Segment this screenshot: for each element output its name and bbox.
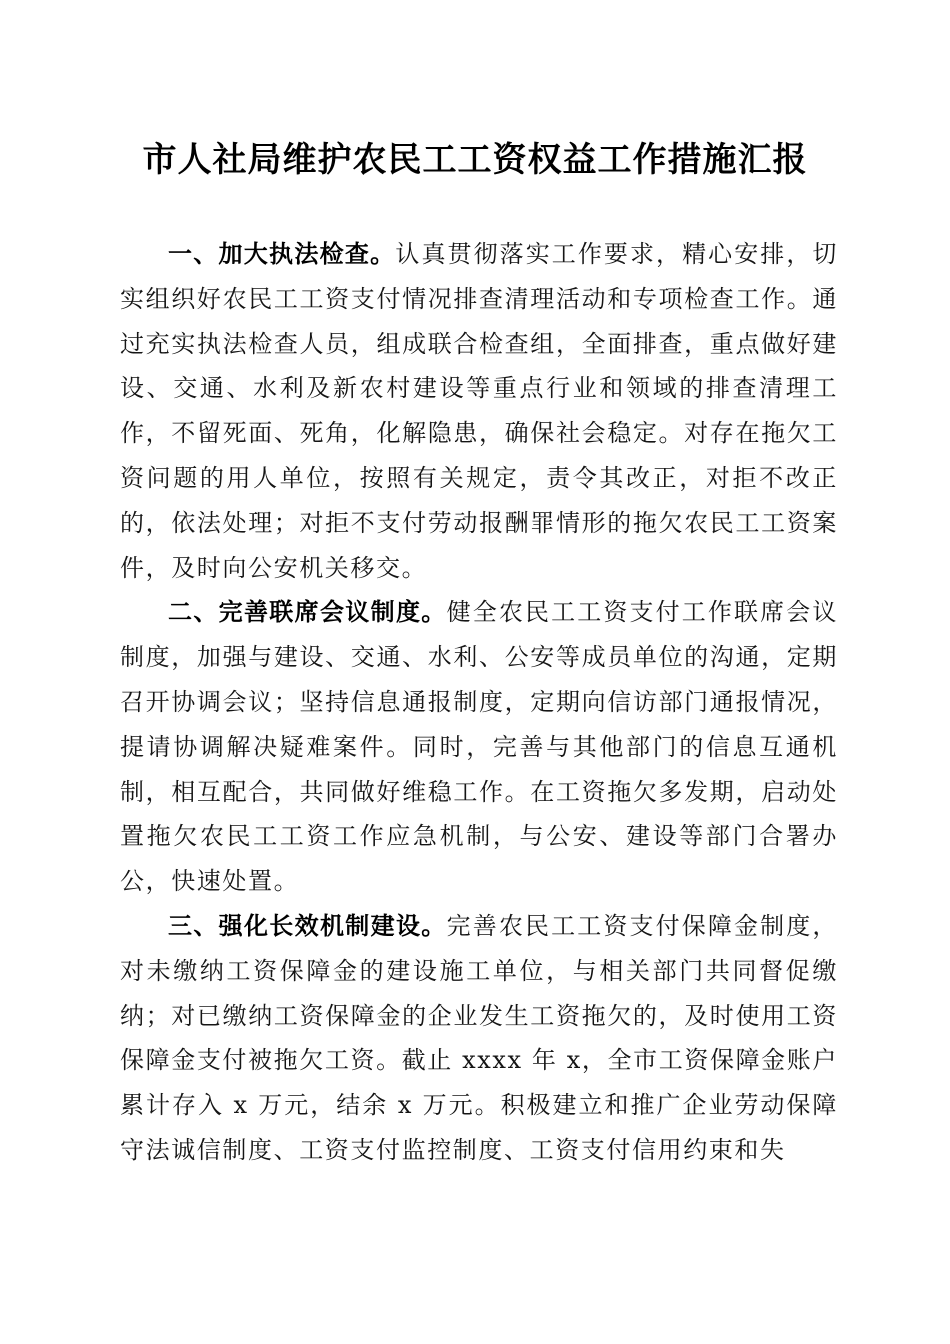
paragraph-heading: 三、强化长效机制建设。 <box>168 911 447 940</box>
paragraph-joint-meeting <box>120 590 838 904</box>
paragraph-text: 健全农民工工资支付工作联席会议制度，加强与建设、交通、水利、公安等成员单位的沟通，定期召开协调会议；坚持信息通报制度，定期向信访部门通报情况，提请协调解决疑难案件。同时，完善与其他部门的信息互通机制，相互配合，共同做好维稳工作。在工资拖欠多发期，启动处置拖欠农民工工资工作应急机制，与公安、建设等部门合署办公，快速处置。 <box>120 598 838 896</box>
paragraph-text: 完善农民工工资支付保障金制度，对未缴纳工资保障金的建设施工单位，与相关部门共同督促缴纳；对已缴纳工资保障金的企业发生工资拖欠的，及时使用工资保障金支付被拖欠工资。截止 xxxx 年 x，全市工资保障金账户累计存入 x 万元，结余 x 万元。积极建立和推广企业劳动保障守法诚信制度、工资支付监控制度、工资支付信用约束和失 <box>120 911 838 1164</box>
paragraph-heading: 一、加大执法检查。 <box>168 240 396 268</box>
paragraph-long-term-mechanism <box>120 904 838 1173</box>
document-title: 市人社局维护农民工工资权益工作措施汇报 <box>142 140 808 180</box>
paragraph-text: 认真贯彻落实工作要求，精心安排，切实组织好农民工工资支付情况排查清理活动和专项检查工作。通过充实执法检查人员，组成联合检查组，全面排查，重点做好建设、交通、水利及新农村建设等重点行业和领域的排查清理工作，不留死面、死角，化解隐患，确保社会稳定。对存在拖欠工资问题的用人单位，按照有关规定，责令其改正，对拒不改正的，依法处理；对拒不支付劳动报酬罪情形的拖欠农民工工资案件，及时向公安机关移交。 <box>120 240 838 582</box>
document-body <box>120 232 838 1173</box>
paragraph-enforcement <box>120 232 838 590</box>
paragraph-heading: 二、完善联席会议制度。 <box>168 598 447 627</box>
